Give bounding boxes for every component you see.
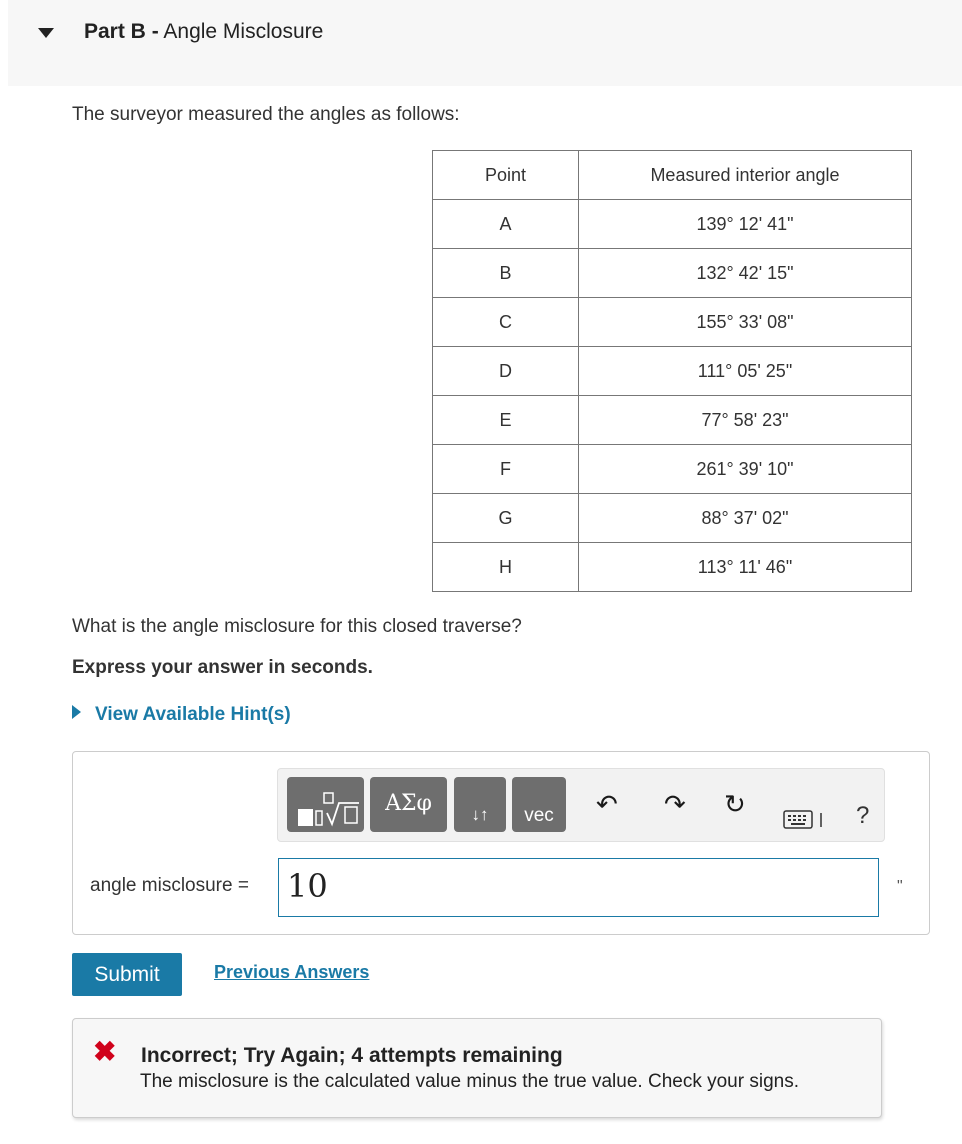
part-title <box>84 20 323 44</box>
keyboard-icon[interactable] <box>783 809 827 831</box>
point-cell: D <box>433 347 579 396</box>
part-label: Part B <box>84 20 146 43</box>
vector-button[interactable] <box>512 777 566 832</box>
reset-icon[interactable]: ↻ <box>724 789 746 819</box>
greek-symbols-button[interactable] <box>370 777 447 832</box>
header-point: Point <box>433 151 579 200</box>
table-row <box>433 543 912 592</box>
part-separator: - <box>151 20 159 43</box>
table-row <box>433 298 912 347</box>
part-name: Angle Misclosure <box>163 20 324 43</box>
feedback-title: Incorrect; Try Again; 4 attempts remaining <box>141 1044 563 1067</box>
units-label: " <box>897 878 903 895</box>
angle-cell: 132° 42' 15" <box>579 249 912 298</box>
help-icon[interactable]: ? <box>856 802 870 829</box>
intro-text: The surveyor measured the angles as follows: <box>72 104 460 125</box>
point-cell: H <box>433 543 579 592</box>
answer-label: angle misclosure = <box>90 875 249 896</box>
expand-triangle-icon <box>72 705 81 719</box>
hint-link-label: View Available Hint(s) <box>95 704 291 725</box>
answer-input[interactable]: 10 <box>278 858 879 917</box>
point-cell: C <box>433 298 579 347</box>
table-row <box>433 445 912 494</box>
table-row <box>433 396 912 445</box>
table-row <box>433 347 912 396</box>
angles-table <box>432 150 912 592</box>
instruction-text: Express your answer in seconds. <box>72 657 373 678</box>
point-cell: E <box>433 396 579 445</box>
templates-button[interactable] <box>287 777 364 832</box>
point-cell: G <box>433 494 579 543</box>
angle-cell: 113° 11' 46" <box>579 543 912 592</box>
undo-icon[interactable]: ↶ <box>596 789 618 819</box>
arrows-button[interactable] <box>454 777 506 832</box>
table-row <box>433 494 912 543</box>
feedback-panel <box>72 1018 882 1118</box>
incorrect-x-icon: ✖ <box>93 1036 117 1067</box>
vec-icon: vec <box>524 805 554 826</box>
angle-cell: 88° 37' 02" <box>579 494 912 543</box>
angle-cell: 261° 39' 10" <box>579 445 912 494</box>
question-text: What is the angle misclosure for this closed traverse? <box>72 616 522 637</box>
header-angle: Measured interior angle <box>579 151 912 200</box>
greek-icon: ΑΣφ <box>385 791 432 816</box>
table-header-row <box>433 151 912 200</box>
table-row <box>433 249 912 298</box>
templates-icon <box>287 777 364 832</box>
angle-cell: 155° 33' 08" <box>579 298 912 347</box>
arrows-icon: ↓↑ <box>471 805 489 824</box>
collapse-caret-icon[interactable] <box>38 28 54 38</box>
redo-icon[interactable]: ↷ <box>664 789 686 819</box>
submit-button[interactable]: Submit <box>72 953 182 996</box>
point-cell: A <box>433 200 579 249</box>
table-row <box>433 200 912 249</box>
feedback-message: The misclosure is the calculated value minus the true value. Check your signs. <box>140 1071 799 1092</box>
part-header[interactable] <box>8 0 962 86</box>
view-hints-link[interactable] <box>72 704 291 726</box>
point-cell: F <box>433 445 579 494</box>
point-cell: B <box>433 249 579 298</box>
math-toolbar <box>277 768 885 842</box>
previous-answers-link[interactable]: Previous Answers <box>214 962 370 982</box>
angle-cell: 77° 58' 23" <box>579 396 912 445</box>
angle-cell: 139° 12' 41" <box>579 200 912 249</box>
angle-cell: 111° 05' 25" <box>579 347 912 396</box>
